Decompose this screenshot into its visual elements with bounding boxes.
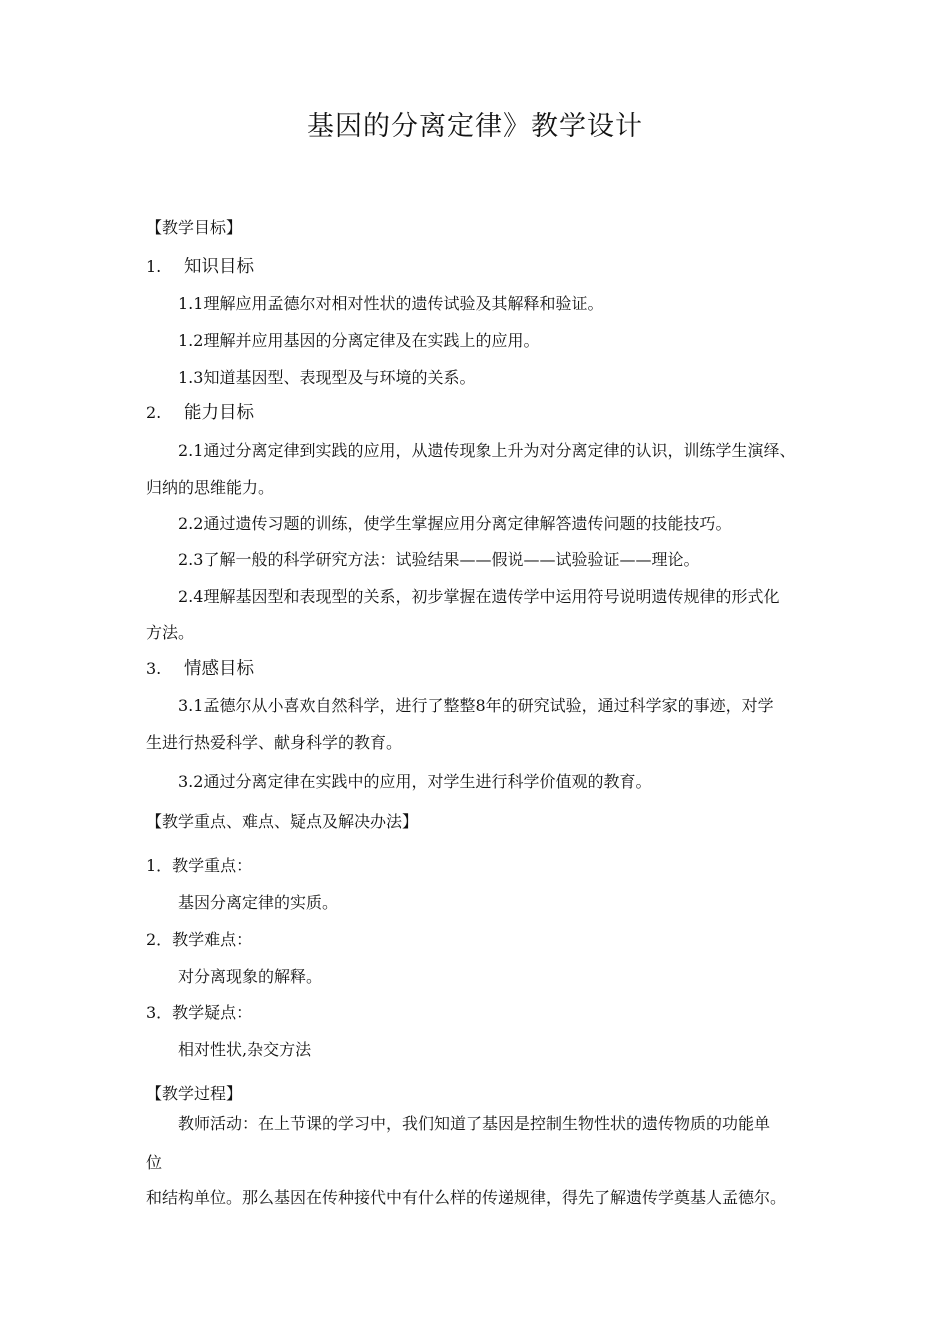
knowledge-objective-heading — [146, 256, 254, 278]
ability-item-4-line-1: 2.4理解基因型和表现型的关系，初步掌握在遗传学中运用符号说明遗传规律的形式化 — [178, 587, 780, 606]
knowledge-number: 1. — [146, 257, 162, 276]
ability-objective-heading — [146, 402, 254, 424]
key-point-label: 1．教学重点： — [146, 856, 253, 875]
document-title: 基因的分离定律》教学设计 — [307, 111, 643, 142]
process-paragraph-line-1: 教师活动：在上节课的学习中，我们知道了基因是控制生物性状的遗传物质的功能单 — [178, 1114, 771, 1133]
emotion-title: 情感目标 — [184, 659, 254, 679]
knowledge-title: 知识目标 — [184, 257, 254, 277]
doubt-point-text: 相对性状,杂交方法 — [178, 1040, 312, 1059]
process-paragraph-line-2: 位 — [146, 1153, 163, 1172]
ability-title: 能力目标 — [184, 403, 254, 423]
ability-item-1-line-1: 2.1通过分离定律到实践的应用，从遗传现象上升为对分离定律的认识，训练学生演绎、 — [178, 441, 796, 460]
emotion-item-2: 3.2通过分离定律在实践中的应用，对学生进行科学价值观的教育。 — [178, 772, 652, 791]
ability-item-3: 2.3了解一般的科学研究方法：试验结果——假说——试验验证——理论。 — [178, 550, 700, 569]
emotion-number: 3. — [146, 659, 162, 678]
objectives-heading: 【教学目标】 — [146, 218, 243, 237]
knowledge-item-3: 1.3知道基因型、表现型及与环境的关系。 — [178, 368, 476, 387]
knowledge-item-2: 1.2理解并应用基因的分离定律及在实践上的应用。 — [178, 331, 540, 350]
key-point-text: 基因分离定律的实质。 — [178, 893, 339, 912]
emotion-item-1-line-1: 3.1孟德尔从小喜欢自然科学，进行了整整8年的研究试验，通过科学家的事迹，对学 — [178, 696, 774, 715]
process-heading: 【教学过程】 — [146, 1084, 243, 1103]
knowledge-item-1: 1.1理解应用孟德尔对相对性状的遗传试验及其解释和验证。 — [178, 294, 604, 313]
difficult-point-label: 2．教学难点： — [146, 930, 253, 949]
process-paragraph-line-3: 和结构单位。那么基因在传种接代中有什么样的传递规律，得先了解遗传学奠基人孟德尔。 — [146, 1188, 787, 1207]
ability-item-1-line-2: 归纳的思维能力。 — [146, 478, 275, 497]
difficult-point-text: 对分离现象的解释。 — [178, 967, 323, 986]
emotion-objective-heading — [146, 658, 254, 680]
ability-item-2: 2.2通过遗传习题的训练，使学生掌握应用分离定律解答遗传问题的技能技巧。 — [178, 514, 732, 533]
ability-number: 2. — [146, 403, 162, 422]
doubt-point-label: 3．教学疑点： — [146, 1003, 253, 1022]
emotion-item-1-line-2: 生进行热爱科学、献身科学的教育。 — [146, 733, 403, 752]
key-points-heading: 【教学重点、难点、疑点及解决办法】 — [146, 812, 419, 831]
ability-item-4-line-2: 方法。 — [146, 623, 195, 642]
